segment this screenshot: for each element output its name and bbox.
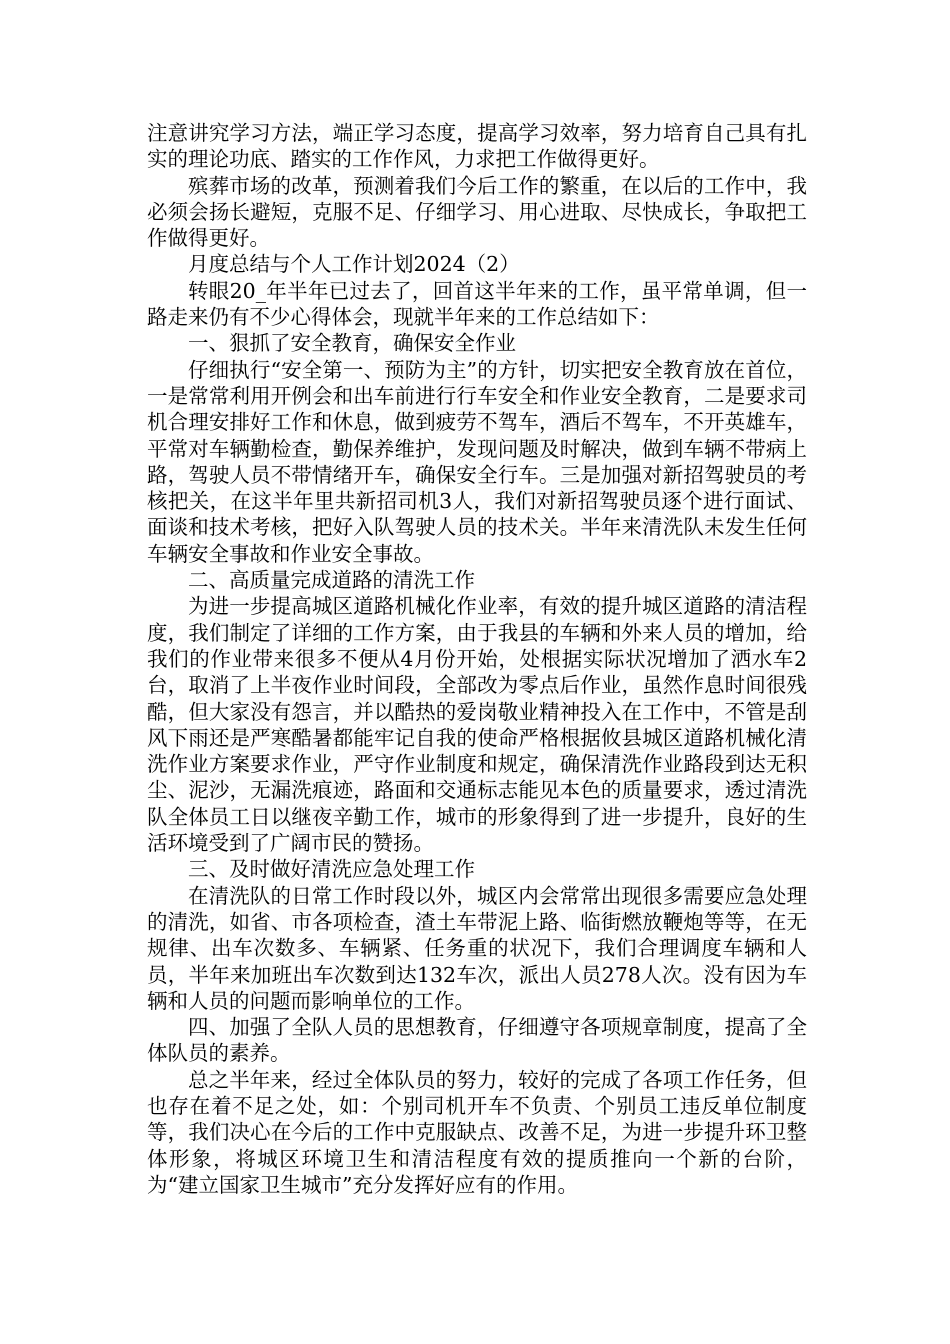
heading-3: 三、及时做好清洗应急处理工作 bbox=[188, 857, 475, 882]
document-body bbox=[147, 120, 807, 1198]
paragraph-summary: 总之半年来，经过全体队员的努力，较好的完成了各项工作任务，但也存在着不足之处，如：个别司机开车不负责、个别员工违反单位制度等，我们决心在今后的工作中克服缺点、改善不足，为进一步提升环卫整体形象，将城区环境卫生和清洁程度有效的提质推向一个新的台阶，为“建立国家卫生城市”充分发挥好应有的作用。 bbox=[147, 1067, 807, 1197]
paragraph-2: 殡葬市场的改革，预测着我们今后工作的繁重，在以后的工作中，我必须会扬长避短，克服不足、仔细学习、用心进取、尽快成长，争取把工作做得更好。 bbox=[147, 173, 807, 251]
paragraph-safety: 仔细执行“安全第一、预防为主”的方针，切实把安全教育放在首位，一是常常利用开例会和出车前进行行车安全和作业安全教育，二是要求司机合理安排好工作和休息，做到疲劳不驾车，酒后不驾车，不开英雄车，平常对车辆勤检查，勤保养维护，发现问题及时解决，做到车辆不带病上路，驾驶人员不带情绪开车，确保安全行车。三是加强对新招驾驶员的考核把关，在这半年里共新招司机3人，我们对新招驾驶员逐个进行面试、面谈和技术考核，把好入队驾驶人员的技术关。半年来清洗队未发生任何车辆安全事故和作业安全事故。 bbox=[147, 357, 807, 566]
paragraph-education: 四、加强了全队人员的思想教育，仔细遵守各项规章制度，提高了全体队员的素养。 bbox=[147, 1015, 807, 1066]
paragraph-cleaning: 为进一步提高城区道路机械化作业率，有效的提升城区道路的清洁程度，我们制定了详细的工作方案，由于我县的车辆和外来人员的增加，给我们的作业带来很多不便从4月份开始，处根据实际状况增加了洒水车2台，取消了上半夜作业时间段，全部改为零点后作业，虽然作息时间很残酷，但大家没有怨言，并以酷热的爱岗敬业精神投入在工作中，不管是刮风下雨还是严寒酷暑都能牢记自我的使命严格根据攸县城区道路机械化清洗作业方案要求作业，严守作业制度和规定，确保清洗作业路段到达无积尘、泥沙，无漏洗痕迹，路面和交通标志能见本色的质量要求，透过清洗队全体员工日以继夜辛勤工作，城市的形象得到了进一步提升，良好的生活环境受到了广阔市民的赞扬。 bbox=[147, 594, 807, 856]
heading-1: 一、狠抓了安全教育，确保安全作业 bbox=[188, 331, 516, 356]
heading-2: 二、高质量完成道路的清洗工作 bbox=[188, 568, 475, 593]
section-title: 月度总结与个人工作计划2024（2） bbox=[188, 252, 520, 277]
paragraph-1: 注意讲究学习方法，端正学习态度，提高学习效率，努力培育自己具有扎实的理论功底、踏实的工作作风，力求把工作做得更好。 bbox=[147, 121, 807, 172]
paragraph-emergency: 在清洗队的日常工作时段以外，城区内会常常出现很多需要应急处理的清洗，如省、市各项检查，渣土车带泥上路、临街燃放鞭炮等等，在无规律、出车次数多、车辆紧、任务重的状况下，我们合理调度车辆和人员，半年来加班出车次数到达132车次，派出人员278人次。没有因为车辆和人员的问题而影响单位的工作。 bbox=[147, 883, 807, 1013]
paragraph-intro: 转眼20_年半年已过去了，回首这半年来的工作，虽平常单调，但一路走来仍有不少心得体会，现就半年来的工作总结如下： bbox=[147, 278, 807, 330]
